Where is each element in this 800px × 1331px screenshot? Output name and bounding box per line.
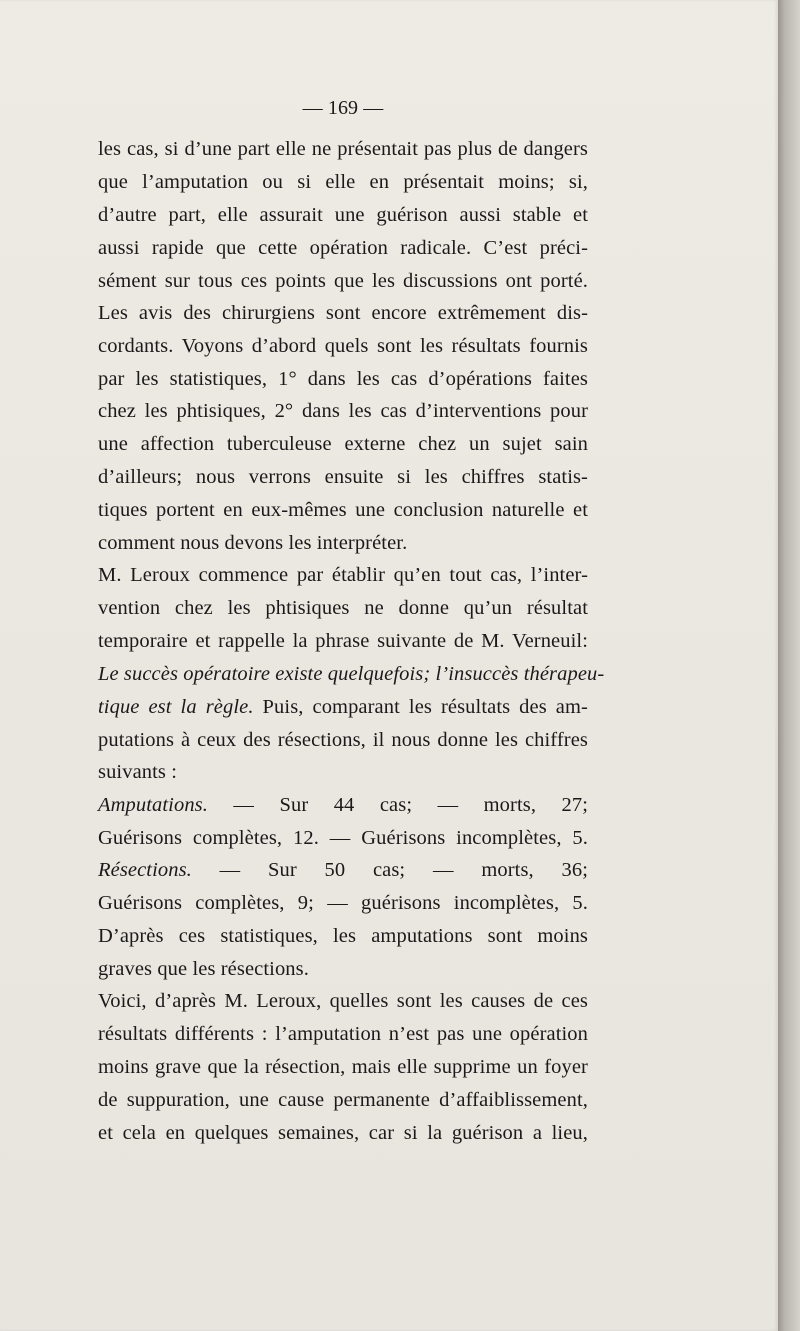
text-span: Guérisons complètes, 12. — Guérisons incomplètes, 5.	[98, 827, 588, 849]
text-line	[98, 1118, 588, 1148]
text-line	[98, 921, 588, 951]
text-line	[98, 429, 588, 459]
text-span: par les statistiques, 1° dans les cas d’opérations faites	[98, 368, 588, 390]
text-span: et cela en quelques semaines, car si la guérison a lieu,	[98, 1122, 588, 1144]
text-span: suivants :	[98, 761, 178, 783]
text-span: de suppuration, une cause permanente d’affaiblissement,	[98, 1089, 588, 1111]
text-span: putations à ceux des résections, il nous donne les chiffres	[98, 729, 588, 751]
text-span: M. Leroux commence par établir qu’en tout cas, l’inter-	[98, 564, 588, 586]
text-span: temporaire et rappelle la phrase suivante de M. Verneuil:	[98, 630, 588, 652]
text-line	[98, 233, 588, 263]
text-span: les cas, si d’une part elle ne présentait pas plus de dangers	[98, 138, 588, 160]
text-line	[98, 396, 588, 426]
text-span: résultats différents : l’amputation n’est pas une opération	[98, 1023, 588, 1045]
text-line	[98, 462, 588, 492]
text-span: Les avis des chirurgiens sont encore extrêmement dis-	[98, 302, 588, 324]
text-line	[98, 331, 588, 361]
italic-text: Amputations.	[98, 794, 208, 816]
text-span: Voici, d’après M. Leroux, quelles sont les causes de ces	[98, 990, 588, 1012]
italic-text: Le succès opératoire existe quelquefois; l’insuccès thérapeu-	[98, 663, 605, 685]
text-line	[98, 1085, 588, 1115]
text-line	[98, 200, 588, 230]
text-span: d’ailleurs; nous verrons ensuite si les chiffres statis-	[98, 466, 588, 488]
text-line	[98, 855, 588, 885]
text-line	[98, 560, 588, 590]
text-span: — Sur 44 cas; — morts, 27;	[207, 794, 588, 816]
text-span: une affection tuberculeuse externe chez un sujet sain	[98, 433, 588, 455]
text-line	[98, 134, 588, 164]
page-number: — 169 —	[302, 97, 384, 119]
text-span: Guérisons complètes, 9; — guérisons incomplètes, 5.	[98, 892, 588, 914]
text-line	[98, 659, 605, 689]
page-edge-shadow	[778, 0, 800, 1331]
text-span: tiques portent en eux-mêmes une conclusion naturelle et	[98, 499, 588, 521]
text-line	[98, 986, 588, 1016]
text-span: — Sur 50 cas; — morts, 36;	[191, 859, 588, 881]
text-span: comment nous devons les interpréter.	[98, 532, 408, 554]
text-line	[98, 757, 588, 787]
italic-text: Résections.	[98, 859, 192, 881]
text-span: vention chez les phtisiques ne donne qu’un résultat	[98, 597, 588, 619]
text-line	[98, 823, 588, 853]
text-line	[98, 528, 588, 558]
text-line	[98, 298, 588, 328]
text-line	[98, 364, 588, 394]
text-span: cordants. Voyons d’abord quels sont les résultats fournis	[98, 335, 588, 357]
text-line	[98, 1052, 588, 1082]
text-line	[98, 1019, 588, 1049]
text-span: aussi rapide que cette opération radicale. C’est préci-	[98, 237, 588, 259]
text-line	[98, 725, 588, 755]
text-line	[98, 954, 588, 984]
text-span: sément sur tous ces points que les discussions ont porté.	[98, 270, 588, 292]
text-span: moins grave que la résection, mais elle supprime un foyer	[98, 1056, 588, 1078]
text-line	[98, 167, 588, 197]
text-line	[98, 790, 588, 820]
text-line	[98, 593, 588, 623]
italic-text: tique est la règle.	[98, 696, 254, 718]
text-span: D’après ces statistiques, les amputations sont moins	[98, 925, 588, 947]
text-span: d’autre part, elle assurait une guérison aussi stable et	[98, 204, 588, 226]
text-line	[98, 692, 588, 722]
text-line	[98, 888, 588, 918]
text-line	[98, 626, 588, 656]
text-span: que l’amputation ou si elle en présentait moins; si,	[98, 171, 588, 193]
text-span: graves que les résections.	[98, 958, 309, 980]
text-span: Puis, comparant les résultats des am-	[253, 696, 588, 718]
text-line	[98, 495, 588, 525]
text-line	[98, 266, 588, 296]
text-span: chez les phtisiques, 2° dans les cas d’interventions pour	[98, 400, 588, 422]
